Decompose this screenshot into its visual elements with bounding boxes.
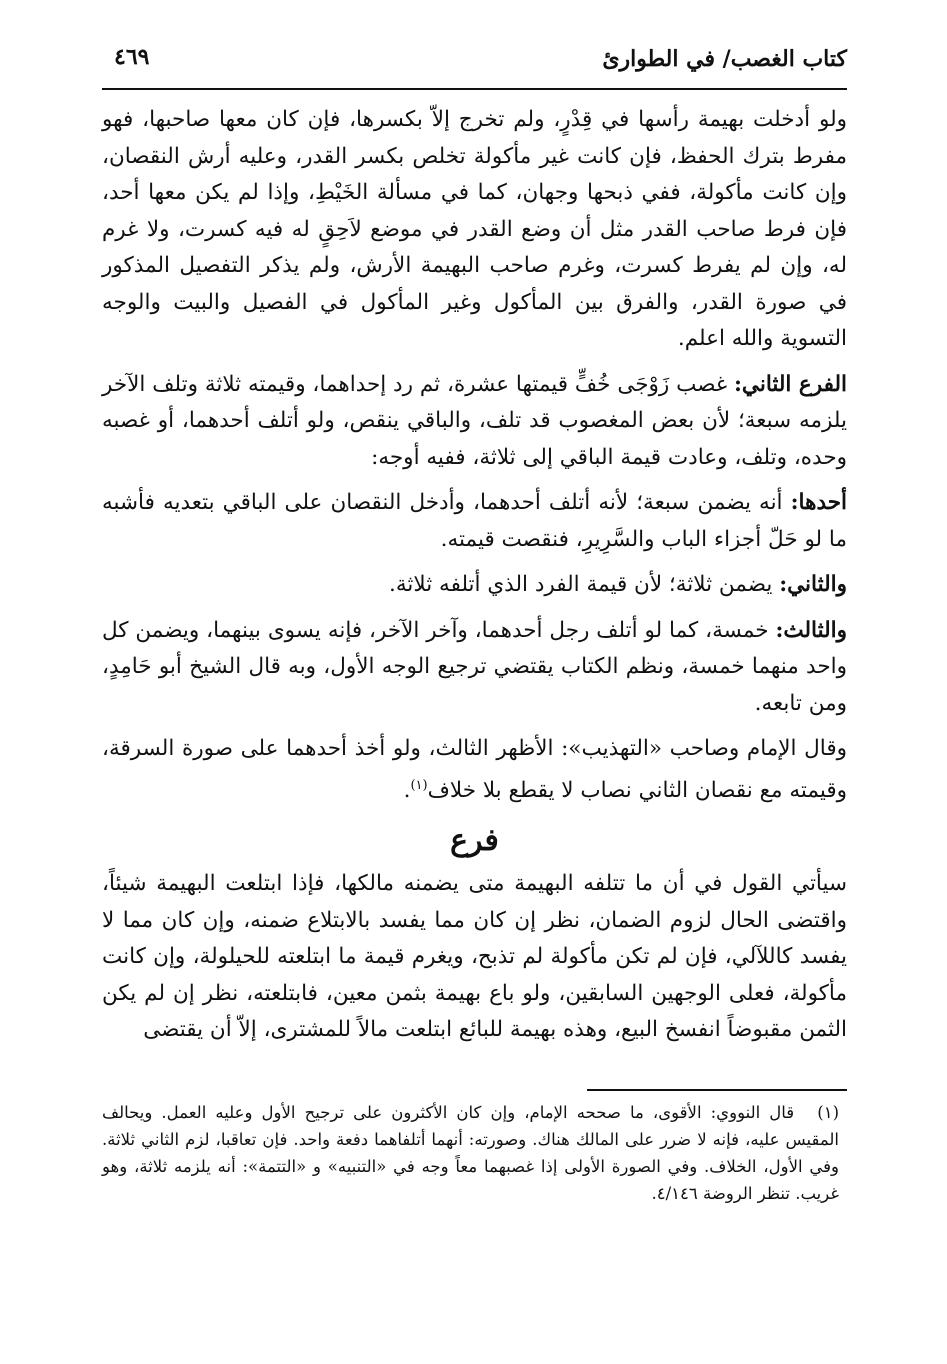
paragraph-imam-opinion (102, 731, 847, 809)
section-heading: فرع (450, 823, 499, 859)
paragraph-text: أنه يضمن سبعة؛ لأنه أتلف أحدهما، وأدخل النقصان على الباقي بتعديه فأشبه ما لو حَلّ أجزاء الباب والسَّرِيرِ، فنقصت قيمته. (102, 490, 847, 552)
footnote-reference[interactable]: (١) (410, 777, 428, 793)
paragraph-second-branch (102, 367, 847, 477)
footnote-text: قال النووي: الأقوى، ما صححه الإمام، وإن كان الأكثرون على ترجيح الأول وعليه العمل. ويحالف المقيس عليه، فإنه لا ضرر على المالك هناك. وصورته: أنهما أتلفاهما دفعة واحد. فإن تعاقبا، لزم الثاني ثلاثة. وفي الأول، الخلاف. وفي الصورة الأولى إذا غصبهما معاً وجه في «التنبيه» و «التتمة»: أنه يلزمه ثلاثة، وهو غريب. تنظر الروضة ٤/١٤٦. (102, 1102, 839, 1203)
paragraph-text: خمسة، كما لو أتلف رجل أحدهما، وآخر الآخر، فإنه يسوى بينهما، ويضمن كل واحد منهما خمسة، ونظم الكتاب يقتضي ترجيع الوجه الأول، وبه قال الشيخ أبو حَامِدٍ، ومن تابعه. (102, 617, 847, 716)
running-title: كتاب الغصب/ في الطوارئ (602, 46, 847, 72)
paragraph-second-view (102, 567, 847, 604)
footnote (102, 1099, 847, 1207)
paragraph-swallowed-item (102, 866, 847, 1049)
paragraph-bucket-case (102, 102, 847, 358)
paragraph-tail: . (403, 777, 411, 803)
paragraph-text: ولو أدخلت بهيمة رأسها في قِدْرٍ، ولم تخرج إلاّ بكسرها، فإن كان معها صاحبها، فهو مفرط بترك الحفظ، فإن كانت غير مأكولة تخلص بكسر القدر، وعليه أرش النقصان، وإن كانت مأكولة، ففي ذبحها وجهان، كما في مسألة الخَيْطِ، وإذا لم يكن معها أحد، فإن فرط صاحب القدر مثل أن وضع القدر في موضع لاَحِقٍ له فيه كسرت، ولا غرم له، وإن لم يفرط كسرت، وغرم صاحب البهيمة الأرش، ولم يذكر التفصيل المذكور في صورة القدر، والفرق بين المأكول وغير المأكول في الفصيل والبيت والوجه التسوية والله اعلم. (102, 107, 847, 351)
paragraph-label: أحدها: (790, 490, 847, 515)
page-number: ٤٦٩ (114, 44, 150, 70)
paragraph-first-view (102, 485, 847, 558)
book-page (102, 38, 847, 1338)
footnote-divider (587, 1089, 847, 1091)
paragraph-label: الفرع الثاني: (734, 371, 847, 397)
paragraph-third-view (102, 613, 847, 723)
paragraph-text: سيأتي القول في أن ما تتلفه البهيمة متى يضمنه مالكها، فإذا ابتلعت البهيمة شيئاً، واقتضى الحال لزوم الضمان، نظر إن كان مما يفسد بالابتلاع ضمنه، وإن كان مما لا يفسد كاللآلي، فإن لم تكن مأكولة لم تذبح، ويغرم قيمة ما ابتلعته للحيلولة، وإن كانت مأكولة، فعلى الوجهين السابقين، ولو باع بهيمة بثمن معين، فابتلعته، نظر إن لم يكن الثمن مقبوضاً انفسخ البيع، وهذه بهيمة للبائع ابتلعت مالاً للمشترى، إلاّ أن يقتضى (102, 871, 847, 1043)
paragraph-label: والثاني: (779, 572, 847, 597)
paragraph-label: والثالث: (775, 617, 847, 643)
page-header (102, 38, 847, 90)
paragraph-text: وقال الإمام وصاحب «التهذيب»: الأظهر الثالث، ولو أخذ أحدهما على صورة السرقة، وقيمته مع نقصان الثاني نصاب لا يقطع بلا خلاف (102, 736, 847, 803)
paragraph-text: غصب زَوْجَى خُفٍّ قيمتها عشرة، ثم رد إحداهما، وقيمته ثلاثة وتلف الآخر يلزمه سبعة؛ لأن بعض المغصوب قد تلف، والباقي ينقص، ولو أتلف أحدهما، أو غصبه وحده، وتلف، وعادت قيمة الباقي إلى ثلاثة، ففيه أوجه: (102, 371, 847, 470)
footnote-number: (١) (817, 1102, 840, 1122)
paragraph-text: يضمن ثلاثة؛ لأن قيمة الفرد الذي أتلفه ثلاثة. (389, 572, 773, 597)
main-text (102, 102, 847, 1049)
